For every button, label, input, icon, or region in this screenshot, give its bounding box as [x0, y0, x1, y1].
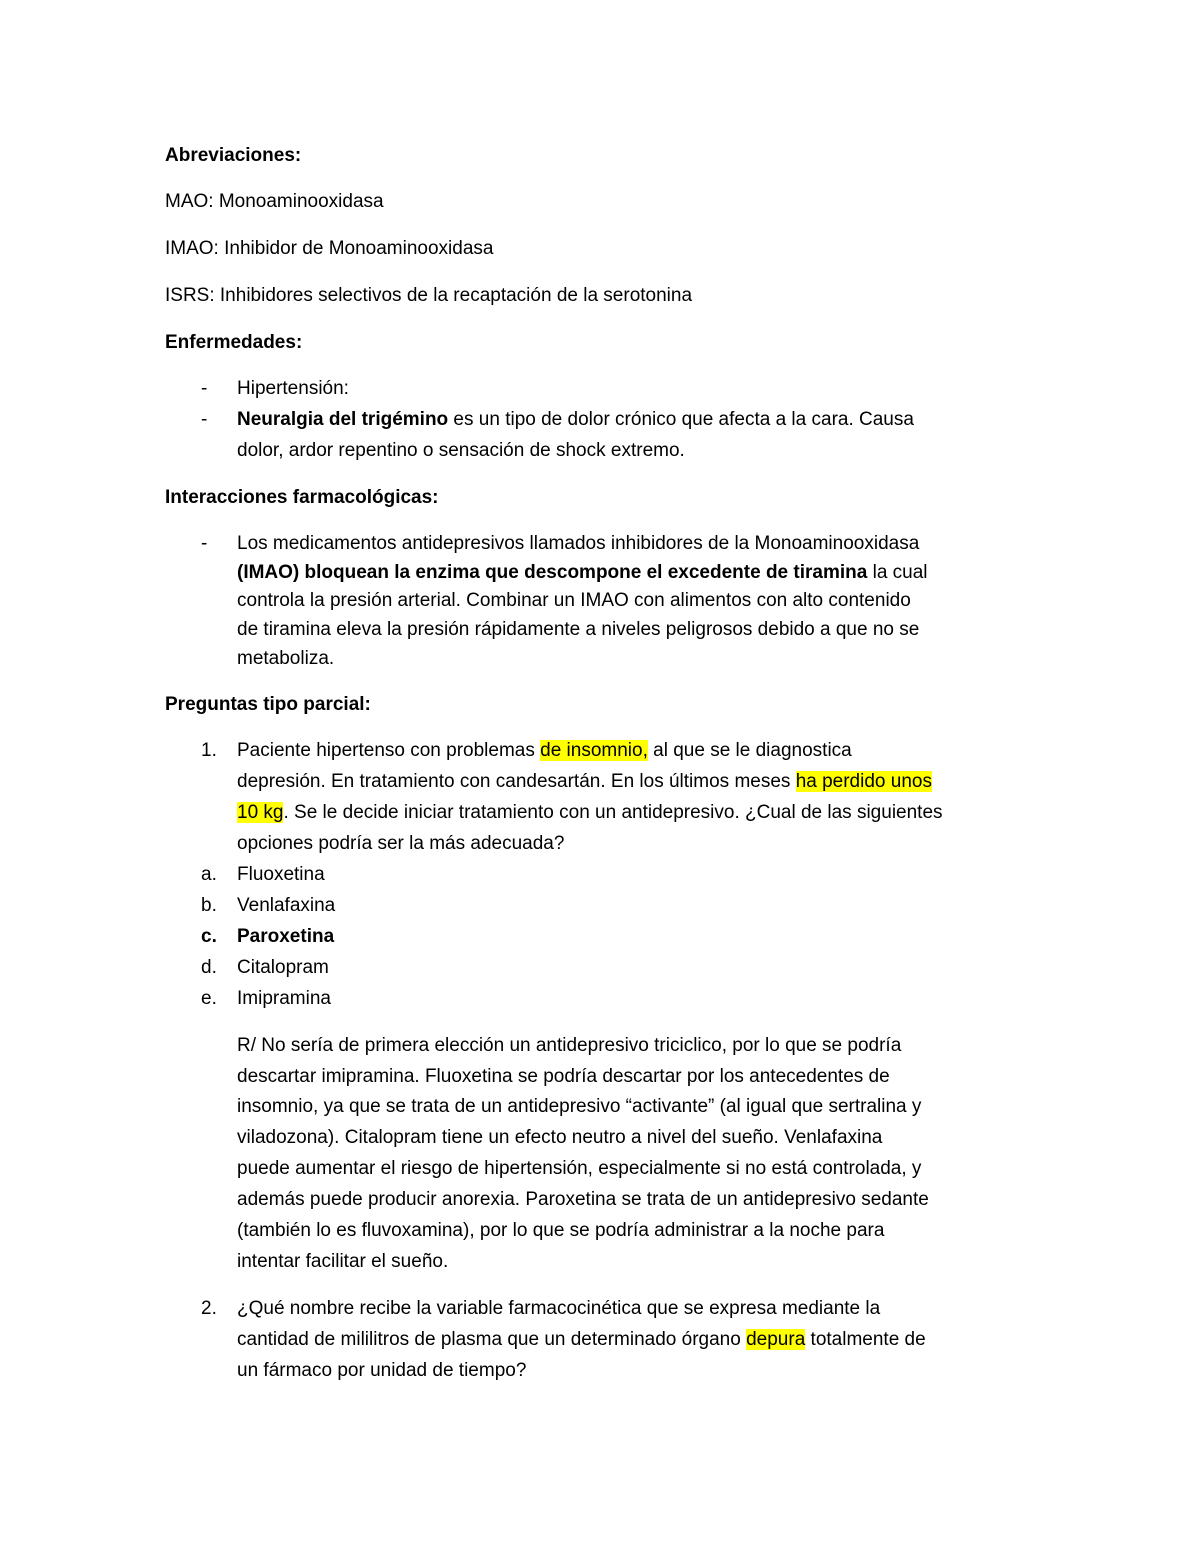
question2-line3: un fármaco por unidad de tiempo? — [237, 1360, 527, 1381]
option-fluoxetina: Fluoxetina — [237, 864, 325, 885]
interactions-line4: de tiramina eleva la presión rápidamente a niveles peligrosos debido a que no se — [237, 619, 920, 640]
answer-line: viladozona). Citalopram tiene un efecto neutro a nivel del sueño. Venlafaxina — [237, 1127, 883, 1148]
answer-line: puede aumentar el riesgo de hipertensión, especialmente si no está controlada, y — [237, 1158, 922, 1179]
highlight: ha perdido unos — [795, 771, 932, 792]
diseases-heading: Enfermedades: — [165, 332, 303, 353]
answer-line: descartar imipramina. Fluoxetina se podría descartar por los antecedentes de — [237, 1066, 890, 1087]
abbreviation-imao: IMAO: Inhibidor de Monoaminooxidasa — [165, 238, 494, 259]
interactions-line5: metaboliza. — [237, 648, 335, 669]
list-bullet: - — [201, 409, 208, 430]
question2-line1: ¿Qué nombre recibe la variable farmacocinética que se expresa mediante la — [237, 1298, 881, 1319]
question1-line1: Paciente hipertenso con problemas de insomnio, al que se le diagnostica — [237, 740, 852, 761]
answer-line: insomnio, ya que se trata de un antidepresivo “activante” (al igual que sertralina y — [237, 1096, 922, 1117]
questions-heading: Preguntas tipo parcial: — [165, 694, 371, 715]
answer-line: además puede producir anorexia. Paroxetina se trata de un antidepresivo sedante — [237, 1189, 929, 1210]
option-letter: d. — [201, 957, 217, 978]
list-bullet: - — [201, 533, 208, 554]
interactions-line2: (IMAO) bloquean la enzima que descompone el excedente de tiramina la cual — [237, 562, 928, 583]
disease-neuralgia-line1: Neuralgia del trigémino es un tipo de dolor crónico que afecta a la cara. Causa — [237, 409, 914, 430]
answer-line: (también lo es fluvoxamina), por lo que se podría administrar a la noche para — [237, 1220, 885, 1241]
abbreviation-mao: MAO: Monoaminooxidasa — [165, 191, 384, 212]
option-letter: a. — [201, 864, 217, 885]
option-paroxetina: Paroxetina — [237, 926, 335, 947]
disease-neuralgia-term: Neuralgia del trigémino — [237, 409, 449, 430]
option-letter: c. — [201, 926, 217, 947]
interactions-line3: controla la presión arterial. Combinar un IMAO con alimentos con alto contenido — [237, 590, 911, 611]
question1-line3: 10 kg. Se le decide iniciar tratamiento con un antidepresivo. ¿Cual de las siguientes — [237, 802, 943, 823]
answer-line: R/ No sería de primera elección un antidepresivo triciclico, por lo que se podría — [237, 1035, 902, 1056]
abbreviation-isrs: ISRS: Inhibidores selectivos de la recaptación de la serotonina — [165, 285, 693, 306]
abbreviations-heading: Abreviaciones: — [165, 145, 302, 166]
highlight: de insomnio, — [540, 740, 648, 761]
option-citalopram: Citalopram — [237, 957, 329, 978]
interactions-heading: Interacciones farmacológicas: — [165, 487, 439, 508]
question-number: 1. — [201, 740, 217, 761]
question1-line4: opciones podría ser la más adecuada? — [237, 833, 565, 854]
option-letter: b. — [201, 895, 217, 916]
question2-line2: cantidad de mililitros de plasma que un determinado órgano depura totalmente de — [237, 1329, 926, 1350]
highlight: depura — [746, 1329, 806, 1350]
question-number: 2. — [201, 1298, 217, 1319]
option-venlafaxina: Venlafaxina — [237, 895, 336, 916]
interactions-line1: Los medicamentos antidepresivos llamados inhibidores de la Monoaminooxidasa — [237, 533, 920, 554]
disease-neuralgia-line2: dolor, ardor repentino o sensación de shock extremo. — [237, 440, 685, 461]
disease-hypertension: Hipertensión: — [237, 378, 349, 399]
option-letter: e. — [201, 988, 217, 1009]
highlight: 10 kg — [237, 802, 284, 823]
question1-line2: depresión. En tratamiento con candesartán. En los últimos meses ha perdido unos — [237, 771, 932, 792]
answer-line: intentar facilitar el sueño. — [237, 1251, 449, 1272]
list-bullet: - — [201, 378, 208, 399]
option-imipramina: Imipramina — [237, 988, 331, 1009]
